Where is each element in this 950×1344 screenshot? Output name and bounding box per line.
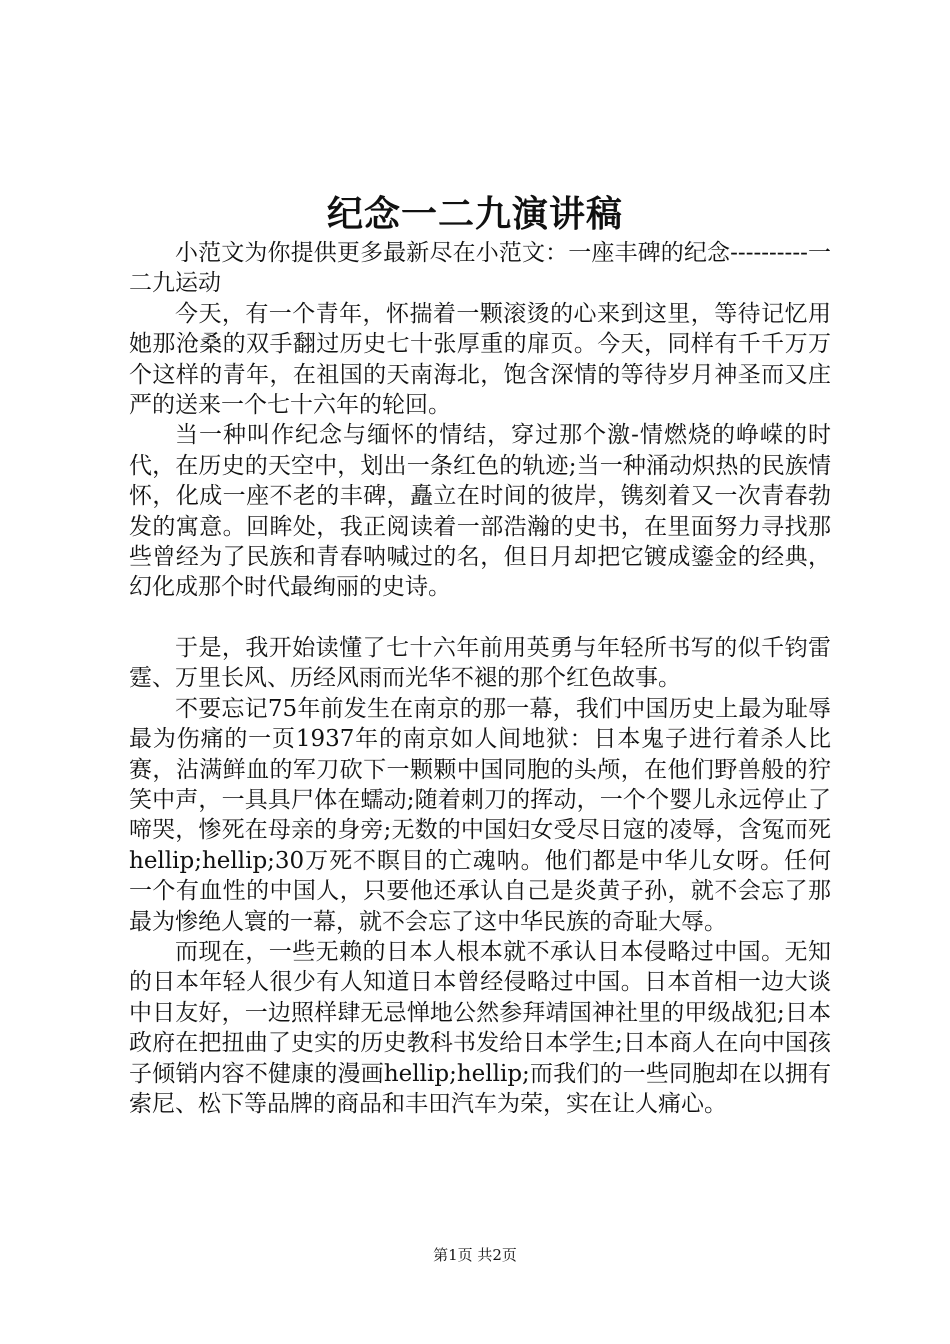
document-title: 纪念一二九演讲稿 xyxy=(326,193,623,235)
page-footer: 第1页 共2页 xyxy=(433,1246,517,1264)
paragraph-4: 不要忘记75年前发生在南京的那一幕，我们中国历史上最为耻辱最为伤痛的一页1937年的南京如人间地狱：日本鬼子进行着杀人比赛，沾满鲜血的军刀砍下一颗颗中国同胞的头颅，在他们野兽般的狞笑中声，一具具尸体在蠕动;随着刺刀的挥动，一个个婴儿永远停止了啼哭，惨死在母亲的身旁;无数的中国妇女受尽日寇的凌辱，含冤而死hellip;hellip;30万死不瞑目的亡魂呐。他们都是中华儿女呀。任何一个有血性的中国人，只要他还承认自己是炎黄子孙，就不会忘了那最为惨绝人寰的一幕，就不会忘了这中华民族的奇耻大辱。 xyxy=(129,695,831,935)
paragraph-5: 而现在，一些无赖的日本人根本就不承认日本侵略过中国。无知的日本年轻人很少有人知道日本曾经侵略过中国。日本首相一边大谈中日友好，一边照样肆无忌惮地公然参拜靖国神社里的甲级战犯;日本政府在把扭曲了史实的历史教科书发给日本学生;日本商人在向中国孩子倾销内容不健康的漫画hellip;hellip;而我们的一些同胞却在以拥有索尼、松下等品牌的商品和丰田汽车为荣，实在让人痛心。 xyxy=(129,938,831,1117)
paragraph-2: 当一种叫作纪念与缅怀的情结，穿过那个激-情燃烧的峥嵘的时代，在历史的天空中，划出一条红色的轨迹;当一种涌动炽热的民族情怀，化成一座不老的丰碑，矗立在时间的彼岸，镌刻着又一次青春勃发的寓意。回眸处，我正阅读着一部浩瀚的史书，在里面努力寻找那些曾经为了民族和青春呐喊过的名，但日月却把它镀成鎏金的经典，幻化成那个时代最绚丽的史诗。 xyxy=(129,422,831,601)
document-body xyxy=(129,238,831,1119)
paragraph-3: 于是，我开始读懂了七十六年前用英勇与年轻所书写的似千钧雷霆、万里长风、历经风雨而光华不褪的那个红色故事。 xyxy=(129,634,831,692)
paragraph-intro: 小范文为你提供更多最新尽在小范文：一座丰碑的纪念----------一二九运动 xyxy=(129,240,831,297)
paragraph-1: 今天，有一个青年，怀揣着一颗滚烫的心来到这里，等待记忆用她那沧桑的双手翻过历史七十张厚重的扉页。今天，同样有千千万万个这样的青年，在祖国的天南海北，饱含深情的等待岁月神圣而又庄严的送来一个七十六年的轮回。 xyxy=(129,300,831,419)
